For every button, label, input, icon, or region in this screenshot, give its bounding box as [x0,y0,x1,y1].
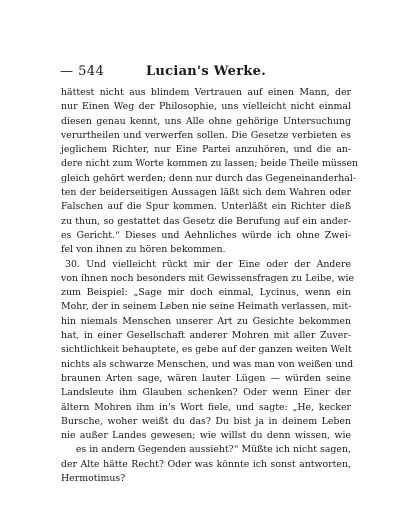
text-line: es Gericht.“ Dieses und Aehnliches würde ich ohne Zwei- [61,229,351,241]
text-line: hat, in einer Gesellschaft anderer Mohren mit aller Zuver- [61,330,351,342]
text-line: jeglichem Richter, nur Eine Partei anzuhören, und die an- [61,144,351,156]
text-line: sichtlichkeit behauptete, es gebe auf der ganzen weiten Welt [61,344,352,356]
text-line: zu thun, so gestattet das Gesetz die Berufung auf ein ander- [61,215,351,227]
text-line: 30. Und vielleicht rückt mir der Eine oder der Andere [65,258,351,270]
text-line: gleich gehört werden; denn nur durch das Gegeneinanderhal- [61,172,357,184]
text-line: verurtheilen und verwerfen sollen. Die Gesetze verbieten es [61,129,351,141]
running-head: Lucian's Werke. [145,64,267,79]
text-line: zum Beispiel: „Sage mir doch einmal, Lycinus, wenn ein [61,287,351,299]
text-line: nie außer Landes gewesen; wie willst du denn wissen, wie [61,430,351,442]
text-line: der Alte hätte Recht? Oder was könnte ich sonst antworten, [61,458,351,470]
text-line: ten der beiderseitigen Aussagen läßt sich dem Wahren oder [61,187,351,199]
text-line: dere nicht zum Worte kommen zu lassen; beide Theile müssen [61,158,359,170]
text-line: Mohr, der in seinem Leben nie seine Heimath verlassen, mit- [61,301,352,313]
text-line: von ihnen noch besonders mit Gewissensfragen zu Leibe, wie [61,272,355,284]
text-line: hättest nicht aus blindem Vertrauen auf einen Mann, der [61,87,351,98]
text-line: fel von ihnen zu hören bekommen. [61,244,226,256]
text-line: nichts als schwarze Menschen, und was man von weißen und [61,358,354,370]
text-line: Bursche, woher weißt du das? Du bist ja in deinem Leben [61,415,351,427]
text-line: diesen genau kennt, uns Alle ohne gehörige Untersuchung [61,115,351,127]
text-line: ältern Mohren ihm in's Wort fiele, und sagte: „He, kecker [61,401,351,413]
text-line: nur Einen Weg der Philosophie, uns vielleicht nicht einmal [61,101,351,113]
page-header [60,64,352,82]
text-line: Falschen auf die Spur kommen. Unterläßt ein Richter dieß [61,201,351,213]
page-number: — 544 [60,64,105,79]
text-line: es in andern Gegenden aussieht?“ Müßte ich nicht sagen, [75,444,351,456]
text-line: Hermotimus? [61,473,126,485]
text-line: Landsleute ihm Glauben schenken? Oder wenn Einer der [61,387,351,399]
text-line: braunen Arten sage, wären lauter Lügen — würden seine [61,372,351,384]
body-text [61,86,359,486]
text-line: hin niemals Menschen unserer Art zu Gesichte bekommen [61,315,351,327]
